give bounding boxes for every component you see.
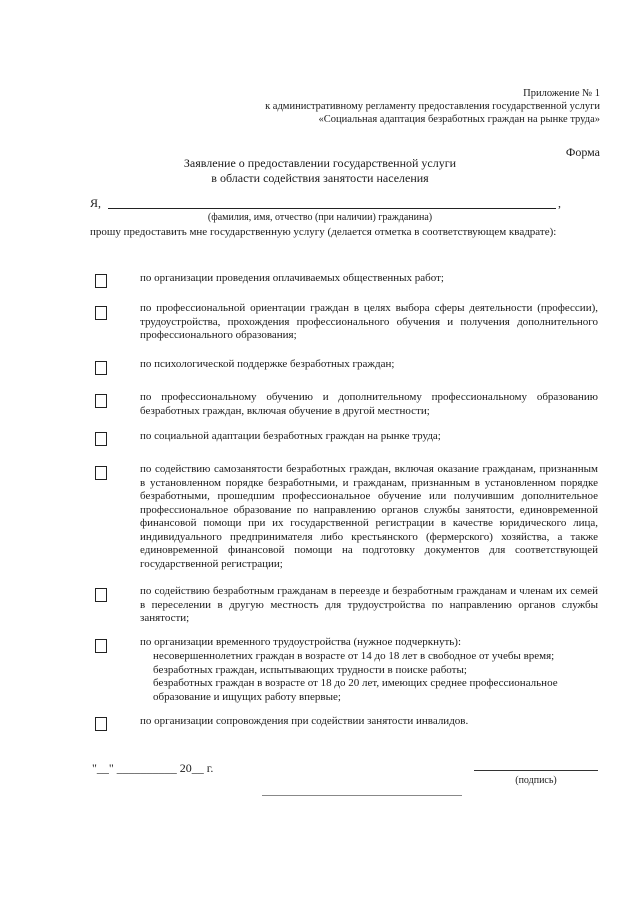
applicant-name-caption: (фамилия, имя, отчество (при наличии) гражданина) [207,212,433,223]
option-checkbox[interactable] [95,717,107,731]
option-text: по профессиональной ориентации граждан в целях выбора сферы деятельности (профессии), трудоустройства, прохождения профессионального обучения и получения дополнительного профессионального образования; [140,302,598,341]
form-label: Форма [565,145,600,159]
subitem-graduates[interactable]: безработных граждан в возрасте от 18 до 20 лет, имеющих среднее профессиональное образование и ищущих работу впервые; [153,677,558,703]
applicant-name-row [90,196,570,212]
applicant-prefix: Я, [90,196,102,210]
option-text: по содействию самозанятости безработных граждан, включая оказание гражданам, признанным в установленном порядке безработными, и гражданам, признанным в установленном порядке безработными, прошедшим профессиональное обучение или получившим дополнительное профессиональное образование по направлению органов службы занятости, единовременной финансовой помощи при их государственной регистрации в качестве юридического лица, индивидуального предпринимателя либо крестьянского (фермерского) хозяйства, а также единовременной финансовой помощи на подготовку документов для соответствующей государственной регистрации; [140,463,598,570]
title-line-2: в области содействия занятости населения [211,171,429,185]
divider [262,795,462,796]
request-text: прошу предоставить мне государственную услугу (делается отметка в соответствующем квадрате): [90,226,557,238]
title-line-1: Заявление о предоставлении государственной услуги [183,156,457,170]
option-checkbox[interactable] [95,588,107,602]
subitem-minors[interactable]: несовершеннолетних граждан в возрасте от 14 до 18 лет в свободное от учебы время; [153,650,555,662]
subitem-difficulties[interactable]: безработных граждан, испытывающих трудности в поиске работы; [153,663,467,676]
appendix-number: Приложение № 1 [523,88,600,99]
date-field[interactable]: "__" __________ 20__ г. [92,761,214,775]
option-checkbox[interactable] [95,306,107,320]
option-checkbox[interactable] [95,394,107,408]
option-checkbox[interactable] [95,466,107,480]
option-text: по организации временного трудоустройства (нужное подчеркнуть): [140,636,461,648]
option-text: по профессиональному обучению и дополнительному профессиональному образованию безработных граждан, включая обучение в другой местности; [140,391,598,417]
regulation-reference: к административному регламенту предоставления государственной услуги [265,101,600,112]
service-name: «Социальная адаптация безработных граждан на рынке труда» [318,114,600,125]
option-text: по содействию безработным гражданам в переезде и безработным гражданам и членам их семей в переселении в другую местность для трудоустройства по направлению органов службы занятости; [140,585,598,624]
option-checkbox[interactable] [95,432,107,446]
option-text: по психологической поддержке безработных граждан; [140,358,395,370]
option-checkbox[interactable] [95,639,107,653]
temporary-employment-subitems [153,650,598,704]
option-checkbox[interactable] [95,361,107,375]
applicant-name-field[interactable] [108,208,556,209]
option-text: по организации сопровождения при содействии занятости инвалидов. [140,715,469,727]
document-title [0,156,640,186]
option-text: по социальной адаптации безработных граждан на рынке труда; [140,430,441,442]
applicant-comma: , [558,196,561,210]
option-checkbox[interactable] [95,274,107,288]
signature-line[interactable] [474,770,598,771]
signature-caption: (подпись) [515,775,557,786]
option-text: по организации проведения оплачиваемых общественных работ; [140,272,444,284]
